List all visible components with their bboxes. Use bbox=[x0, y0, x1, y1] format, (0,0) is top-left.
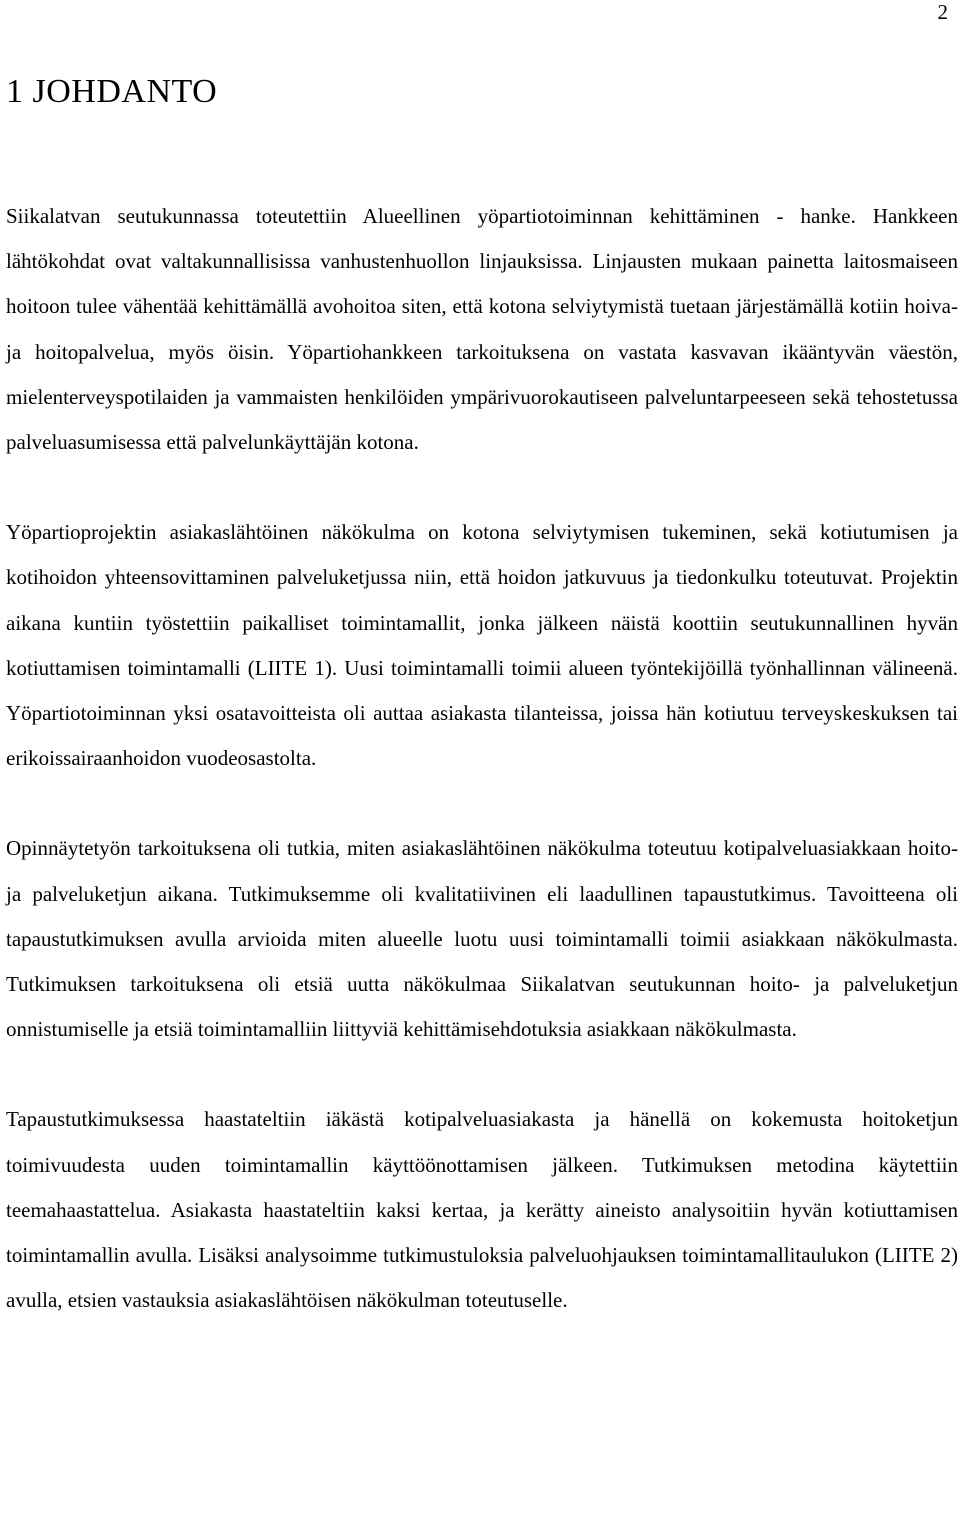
paragraph-intro: Siikalatvan seutukunnassa toteutettiin Alueellinen yöpartiotoiminnan kehittäminen - hanke. Hankkeen lähtökohdat ovat valtakunnallisissa vanhustenhuollon linjauksissa. Linjausten mukaan painetta laitosmaiseen hoitoon tulee vähentää kehittämällä avohoitoa siten, että kotona selviytymistä tuetaan järjestämällä kotiin hoiva- ja hoitopalvelua, myös öisin. Yöpartiohankkeen tarkoituksena on vastata kasvavan ikääntyvän väestön, mielenterveyspotilaiden ja vammaisten henkilöiden ympärivuorokautiseen palveluntarpeeseen sekä tehostetussa palveluasumisessa että palvelunkäyttäjän kotona. bbox=[6, 204, 958, 455]
page-number: 2 bbox=[937, 0, 948, 24]
paragraph-project: Yöpartioprojektin asiakaslähtöinen näkökulma on kotona selviytymisen tukeminen, sekä kotiutumisen ja kotihoidon yhteensovittaminen palveluketjussa niin, että hoidon jatkuvuus ja tiedonkulku toteutuvat. Projektin aikana kuntiin työstettiin paikalliset toimintamallit, jonka jälkeen näistä koottiin seutukunnallinen hyvän kotiuttamisen toimintamalli (LIITE 1). Uusi toimintamalli toimii alueen työntekijöillä työnhallinnan välineenä. Yöpartiotoiminnan yksi osatavoitteista oli auttaa asiakasta tilanteissa, joissa hän kotiutuu terveyskeskuksen tai erikoissairaanhoidon vuodeosastolta. bbox=[6, 520, 958, 771]
chapter-title: 1 JOHDANTO bbox=[6, 73, 218, 110]
paragraph-case-study: Tapaustutkimuksessa haastateltiin iäkästä kotipalveluasiakasta ja hänellä on kokemusta hoitoketjun toimivuudesta uuden toimintamallin käyttöönottamisen jälkeen. Tutkimuksen metodina käytettiin teemahaastattelua. Asiakasta haastateltiin kaksi kertaa, ja kerätty aineisto analysoitiin hyvän kotiuttamisen toimintamallin avulla. Lisäksi analysoimme tutkimustuloksia palveluohjauksen toimintamallitaulukon (LIITE 2) avulla, etsien vastauksia asiakaslähtöisen näkökulman toteutuselle. bbox=[6, 1107, 958, 1313]
body-text bbox=[6, 194, 958, 1368]
paragraph-thesis-purpose: Opinnäytetyön tarkoituksena oli tutkia, miten asiakaslähtöinen näkökulma toteutuu kotipalveluasiakkaan hoito- ja palveluketjun aikana. Tutkimuksemme oli kvalitatiivinen eli laadullinen tapaustutkimus. Tavoitteena oli tapaustutkimuksen avulla arvioida miten alueelle luotu uusi toimintamalli toimii asiakkaan näkökulmasta. Tutkimuksen tarkoituksena oli etsiä uutta näkökulmaa Siikalatvan seutukunnan hoito- ja palveluketjun onnistumiselle ja etsiä toimintamalliin liittyviä kehittämisehdotuksia asiakkaan näkökulmasta. bbox=[6, 836, 958, 1042]
